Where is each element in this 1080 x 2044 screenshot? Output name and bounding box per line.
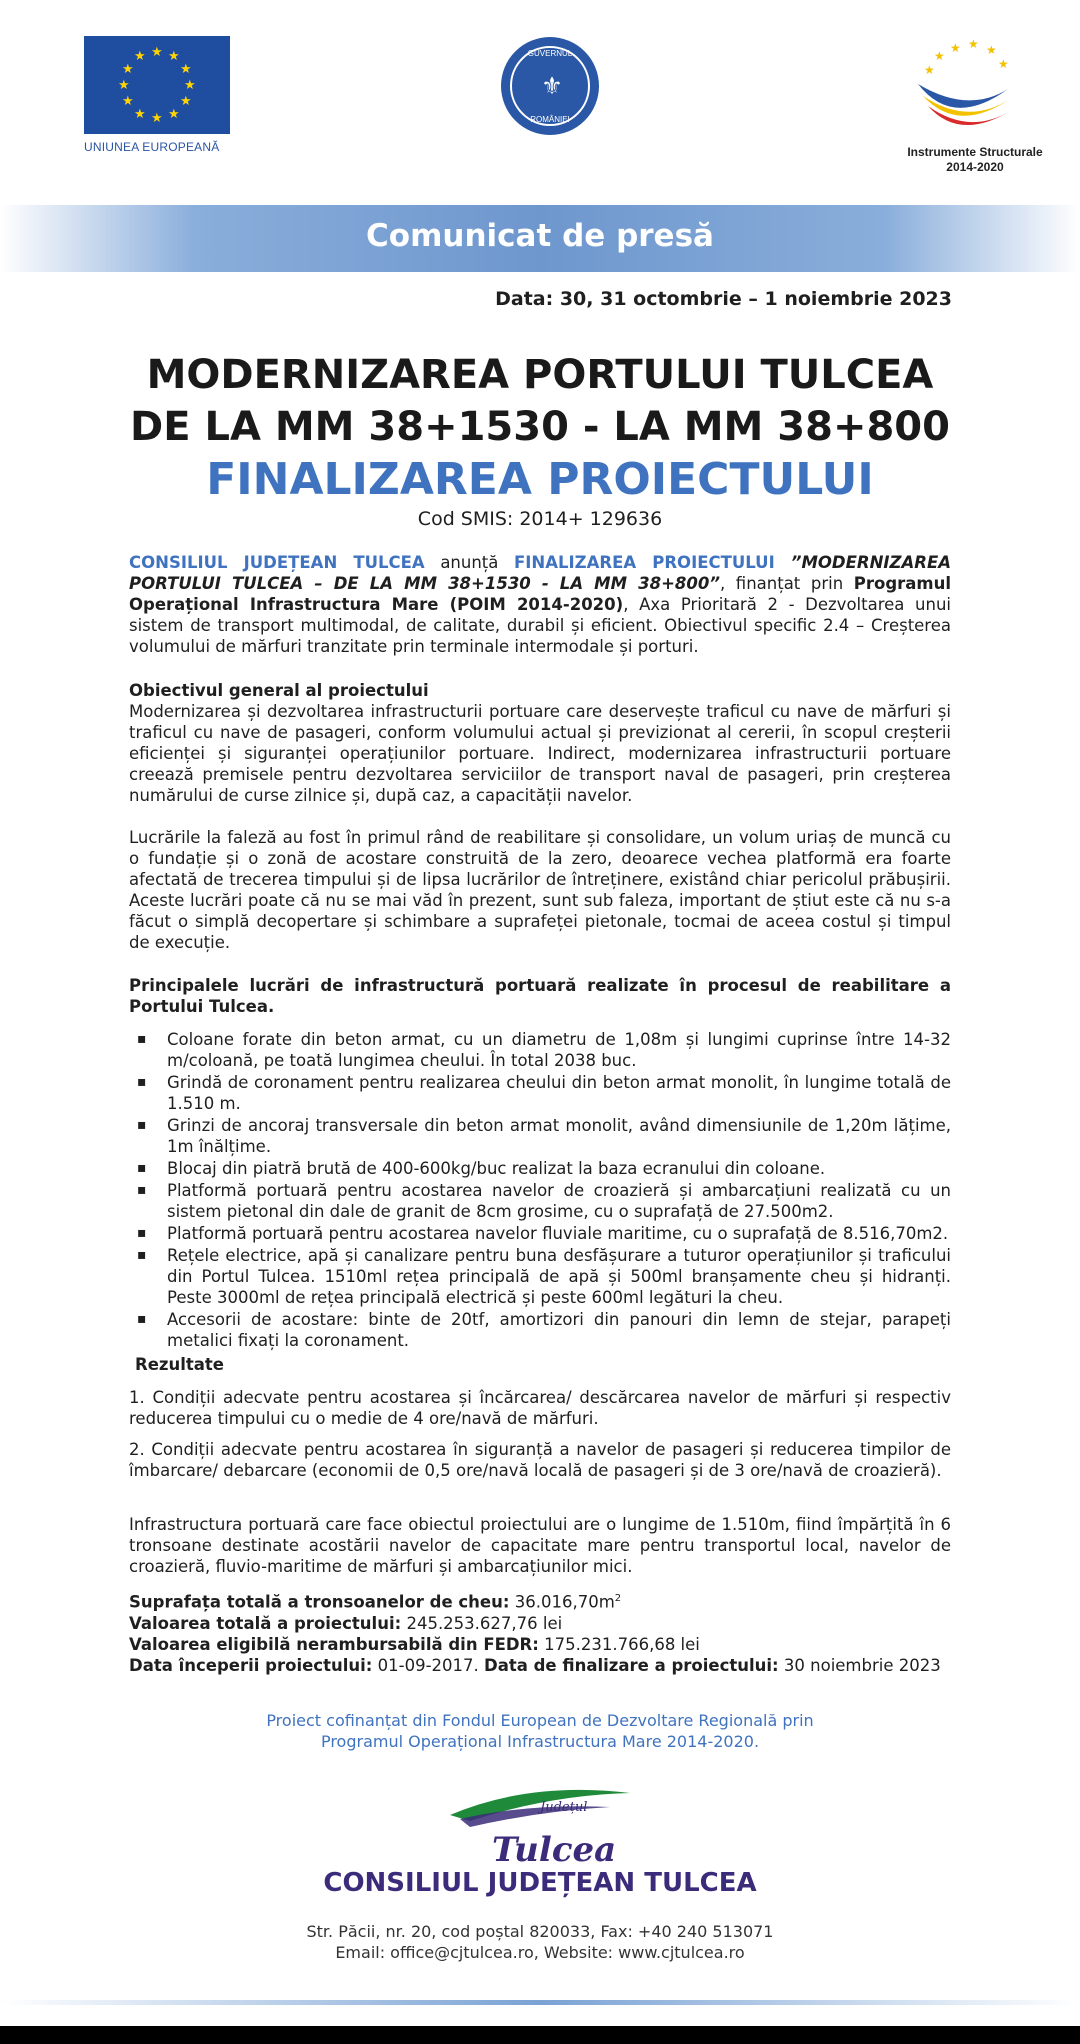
- result-item: 2. Condiții adecvate pentru acostarea în siguranță a navelor de pasageri și reducerea timpilor de îmbarcare/ debarcare (economii de 0,5 ore/navă locală de pasageri și de 3 ore/navă de croazieră).: [129, 1440, 951, 1480]
- svg-text:★: ★: [934, 49, 945, 63]
- program-name: Programul Operațional Infrastructura Mare (POIM 2014-2020): [129, 574, 951, 614]
- main-works-list: [129, 1029, 951, 1351]
- logo-small-text: Județul: [540, 1800, 588, 1815]
- project-facts: [129, 1588, 951, 1676]
- org-name: CONSILIUL JUDEȚEAN TULCEA: [129, 553, 425, 572]
- eligible-value-row: [129, 1634, 951, 1655]
- structural-instruments-label: [880, 145, 1070, 175]
- structural-instruments-logo: [898, 34, 1028, 144]
- surface-row: [129, 1588, 951, 1613]
- contact-block: [0, 1921, 1080, 1963]
- eu-label: UNIUNEA EUROPEANĂ: [84, 140, 220, 154]
- logo-big-text: Tulcea: [492, 1830, 617, 1870]
- dates-row: [129, 1655, 951, 1676]
- banner-title: Comunicat de presă: [366, 218, 714, 254]
- svg-text:★: ★: [924, 63, 935, 77]
- intro-text-1: anunță: [424, 553, 515, 572]
- total-label: Valoarea totală a proiectului:: [129, 1613, 402, 1633]
- works-paragraph: Lucrările la faleză au fost în primul rând de reabilitare și consolidare, un volum uriaș de muncă cu o fundație și o zonă de acostare construită de la zero, deoarece vechea platformă era foarte afectată de trecerea timpului și de lipsa lucrărilor de întreținere, existând chiar pericolul prăbușirii. Aceste lucrări poate că nu se mai văd în prezent, sunt sub faleza, important de știut este că nu s-a făcut o simplă decopertare și schimbare a suprafeței pietonale, tocmai de aceea costul și timpul de execuție.: [129, 828, 951, 952]
- cofinancing-line1: Proiect cofinanțat din Fondul European de Dezvoltare Regională prin: [266, 1711, 814, 1730]
- eligible-value: 175.231.766,68 lei: [538, 1634, 700, 1654]
- tulcea-county-logo: [430, 1773, 650, 1873]
- is-label-line1: Instrumente Structurale: [907, 145, 1043, 159]
- intro-text-2: , finanțat prin: [719, 574, 854, 593]
- gov-seal-text-bottom: ROMÂNIEI: [530, 115, 570, 124]
- list-item: ▪ Platformă portuară pentru acostarea navelor de croazieră și ambarcațiuni realizată cu un sistem pietonal din dale de granit de 8cm grosime, cu o suprafață de 27.500m2.: [129, 1180, 951, 1222]
- results-heading: Rezultate: [135, 1355, 225, 1374]
- list-item: ▪ Coloane forate din beton armat, cu un diametru de 1,08m și lungimi cuprinse între 14-32 m/coloană, pe toată lungimea cheului. În total 2038 buc.: [129, 1029, 951, 1071]
- result-item: 1. Condiții adecvate pentru acostarea și încărcarea/ descărcarea navelor de mărfuri și respectiv reducerea timpului cu o medie de 4 ore/navă de mărfuri.: [129, 1388, 951, 1428]
- start-label: Data începerii proiectului:: [129, 1655, 373, 1675]
- screen-bottom-bar: [0, 2026, 1080, 2044]
- eu-flag-icon: ★ ★ ★ ★ ★ ★ ★ ★ ★ ★ ★ ★: [84, 36, 230, 134]
- surface-unit-sup: 2: [614, 1593, 622, 1604]
- objective-section: [129, 680, 951, 806]
- title-line3: FINALIZAREA PROIECTULUI: [206, 454, 874, 505]
- svg-text:★: ★: [986, 43, 997, 57]
- list-item: ▪ Platformă portuară pentru acostarea navelor fluviale maritime, cu o suprafață de 8.516,70m2.: [129, 1223, 951, 1244]
- surface-label: Suprafața totală a tronsoanelor de cheu:: [129, 1592, 510, 1612]
- structural-instruments-icon: [898, 34, 1028, 144]
- infrastructure-paragraph: Infrastructura portuară care face obiectul proiectului are o lungime de 1.510m, fiind împărțită în 6 tronsoane destinate acostării navelor de capacitate mare pentru transportul local, navelor de croazieră, fluvio-maritime de mărfuri și ambarcațiunilor mici.: [129, 1515, 951, 1576]
- svg-text:★: ★: [968, 37, 979, 51]
- press-release-banner: [0, 205, 1080, 272]
- title-line2: DE LA MM 38+1530 - LA MM 38+800: [130, 404, 950, 450]
- project-name: ”MODERNIZAREA PORTULUI TULCEA – DE LA MM 38+1530 - LA MM 38+800”: [129, 553, 952, 593]
- total-value-row: [129, 1613, 951, 1634]
- county-council-name: CONSILIUL JUDEȚEAN TULCEA: [323, 1868, 757, 1898]
- objective-text: Modernizarea și dezvoltarea infrastructurii portuare care deservește traficul cu nave de mărfuri și traficul cu nave de pasageri, conform volumului actual și previzionat al cererii, în scopul creșterii eficienței și siguranței operațiunilor portuare. Indirect, modernizarea infrastructurii portuare creează premisele pentru dezvoltarea serviciilor de transport naval de pasageri, prin creșterea numărului de curse zilnice și, după caz, a capacității navelor.: [129, 702, 951, 805]
- start-value: 01-09-2017.: [372, 1655, 484, 1675]
- title-line1: MODERNIZAREA PORTULUI TULCEA: [146, 352, 934, 398]
- gov-seal-text-top: GUVERNUL: [527, 49, 573, 58]
- tulcea-logo-graphic: [430, 1773, 650, 1873]
- svg-text:★: ★: [950, 41, 961, 55]
- release-date: Data: 30, 31 octombrie – 1 noiembrie 2023: [495, 288, 952, 310]
- gov-seal-ring: [510, 46, 590, 126]
- intro-text-3: , Axa Prioritară 2 - Dezvoltarea unui sistem de transport multimodal, de calitate, durabil și eficient. Obiectivul specific 2.4 – Creșterea volumului de mărfuri tranzitate prin terminale intermodale și porturi.: [129, 595, 951, 656]
- eagle-icon: ⚜: [541, 72, 563, 100]
- finalization-label: FINALIZAREA PROIECTULUI: [514, 553, 775, 572]
- end-value: 30 noiembrie 2023: [778, 1655, 941, 1675]
- svg-text:★: ★: [998, 57, 1009, 71]
- main-works-heading: Principalele lucrări de infrastructură portuară realizate în procesul de reabilitare a Portului Tulcea.: [129, 976, 951, 1016]
- intro-paragraph: [129, 552, 951, 657]
- footer-divider: [0, 2000, 1080, 2005]
- objective-heading: Obiectivul general al proiectului: [129, 681, 429, 700]
- results-section: [129, 1354, 951, 1481]
- main-works-section: [129, 975, 951, 1352]
- is-label-line2: 2014-2020: [946, 160, 1004, 174]
- email-website: Email: office@cjtulcea.ro, Website: www.cjtulcea.ro: [335, 1943, 745, 1962]
- total-value: 245.253.627,76 lei: [401, 1613, 563, 1633]
- list-item: ▪ Accesorii de acostare: binte de 20tf, amortizori din panouri din lemn de stejar, parapeți metalici fixați la coronament.: [129, 1309, 951, 1351]
- cofinancing-note: [0, 1710, 1080, 1752]
- list-item: ▪ Rețele electrice, apă și canalizare pentru buna desfășurare a tuturor operațiunilor și traficului din Portul Tulcea. 1510ml rețea principală de apă și 500ml branșamente cheu și hidranți. Peste 3000ml de rețea principală electrică și peste 600ml legături la cheu.: [129, 1245, 951, 1308]
- surface-value: 36.016,70m: [509, 1592, 615, 1612]
- eu-logo: [84, 36, 230, 136]
- eligible-label: Valoarea eligibilă nerambursabilă din FEDR:: [129, 1634, 539, 1654]
- smis-code: Cod SMIS: 2014+ 129636: [417, 508, 663, 530]
- list-item: ▪ Grindă de coronament pentru realizarea cheului din beton armat monolit, în lungime totală de 1.510 m.: [129, 1072, 951, 1114]
- end-label: Data de finalizare a proiectului:: [484, 1655, 779, 1675]
- list-item: ▪ Grinzi de ancoraj transversale din beton armat monolit, având dimensiunile de 1,20m lățime, 1m înălțime.: [129, 1115, 951, 1157]
- cofinancing-line2: Programul Operațional Infrastructura Mare 2014-2020.: [320, 1732, 760, 1751]
- list-item: ▪ Blocaj din piatră brută de 400-600kg/buc realizat la baza ecranului din coloane.: [129, 1158, 951, 1179]
- postal-address: Str. Păcii, nr. 20, cod poștal 820033, Fax: +40 240 513071: [306, 1922, 774, 1941]
- romanian-government-seal: [501, 37, 599, 135]
